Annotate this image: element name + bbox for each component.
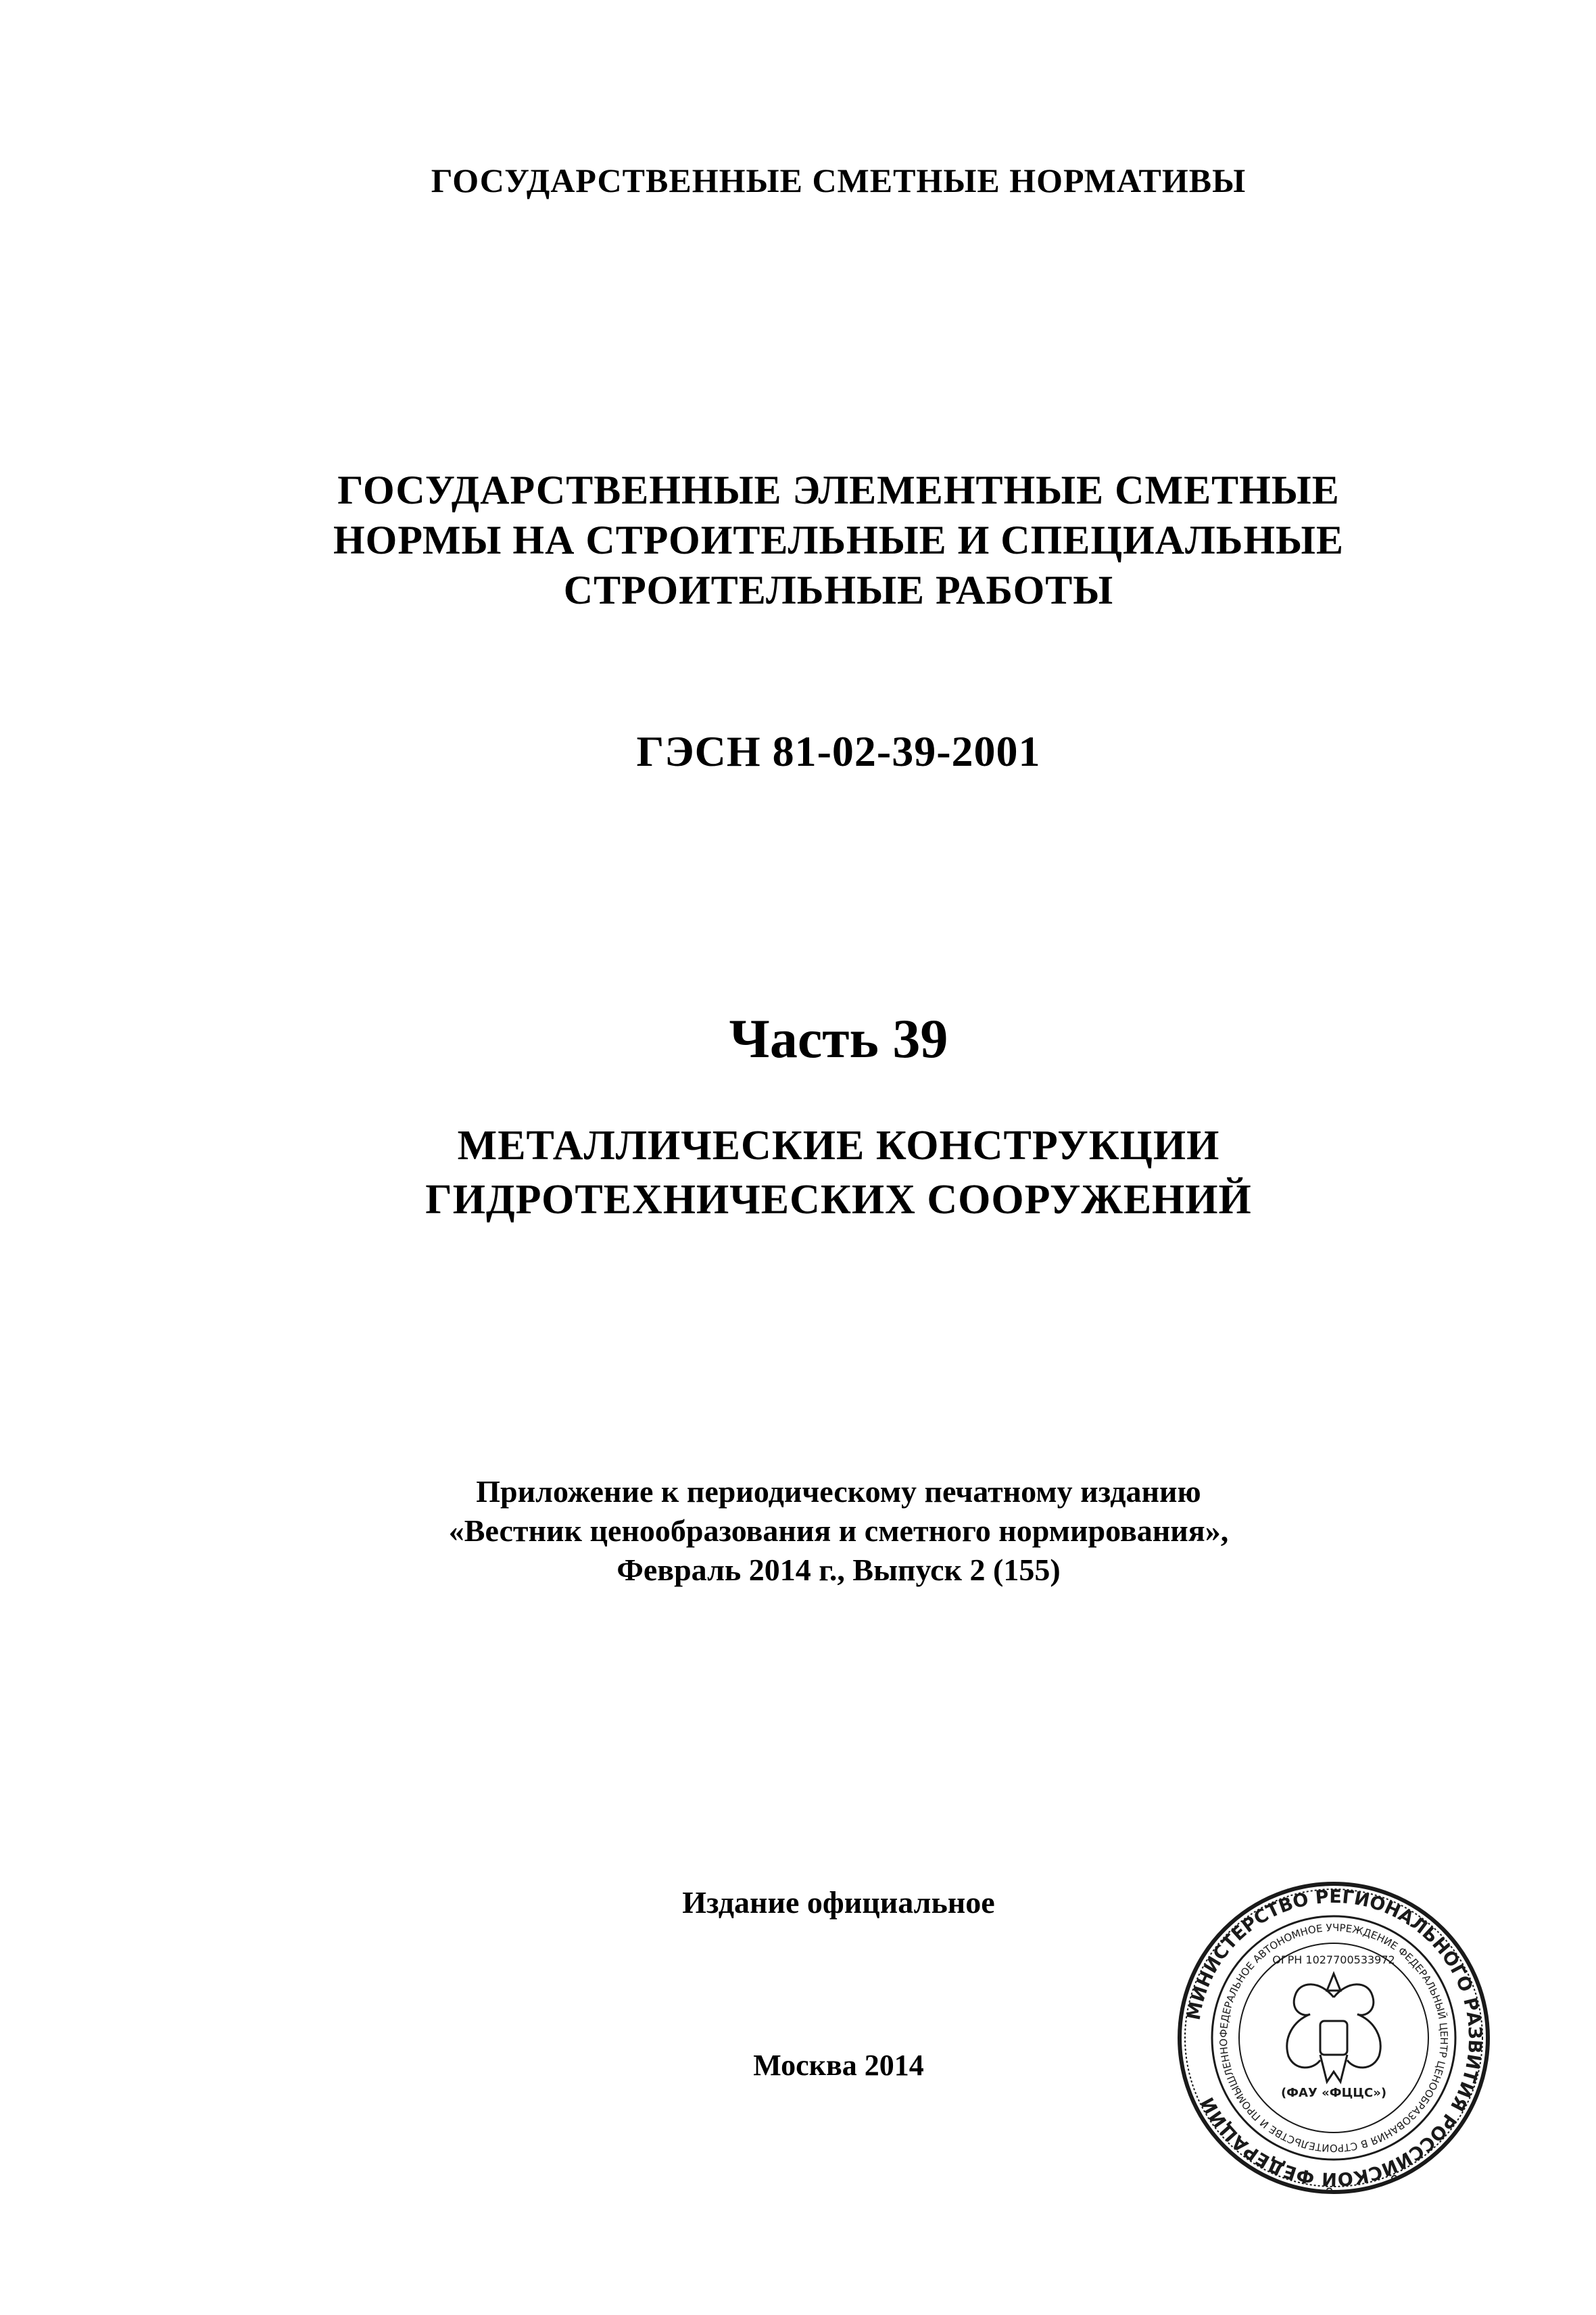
part-number: Часть 39: [729, 1008, 948, 1069]
official-seal-icon: [1175, 1879, 1493, 2197]
supplement-note: [41, 1472, 1596, 1590]
seal-short-name: (ФАУ «ФЦЦС»): [1280, 2086, 1387, 2100]
main-title-line-2: НОРМЫ НА СТРОИТЕЛЬНЫЕ И СПЕЦИАЛЬНЫЕ: [333, 518, 1344, 562]
supplement-line-3: Февраль 2014 г., Выпуск 2 (155): [616, 1553, 1061, 1587]
edition-label: Издание официальное: [682, 1885, 995, 1920]
supplement-line-1: Приложение к периодическому печатному изданию: [476, 1474, 1201, 1509]
document-code: ГЭСН 81-02-39-2001: [636, 727, 1041, 775]
eagle-emblem-icon: [1287, 1974, 1380, 2082]
imprint-city-year: Москва 2014: [753, 2049, 924, 2082]
supplement-line-2: «Вестник ценообразования и сметного нормирования»,: [448, 1513, 1229, 1548]
seal-inner-text: ФЕДЕРАЛЬНОЕ АВТОНОМНОЕ УЧРЕЖДЕНИЕ ФЕДЕРАЛЬНЫЙ ЦЕНТР ЦЕНООБРАЗОВАНИЯ В СТРОИТЕЛЬСТВЕ И ПРОМЫШЛЕННО: [1217, 1921, 1451, 2155]
main-title-line-1: ГОСУДАРСТВЕННЫЕ ЭЛЕМЕНТНЫЕ СМЕТНЫЕ: [337, 468, 1340, 512]
seal-outer-text: МИНИСТЕРСТВО РЕГИОНАЛЬНОГО РАЗВИТИЯ РОССИЙСКОЙ ФЕДЕРАЦИИ: [1183, 1886, 1486, 2190]
main-title: [41, 465, 1596, 615]
part-title: [41, 1119, 1596, 1227]
main-title-line-3: СТРОИТЕЛЬНЫЕ РАБОТЫ: [563, 568, 1114, 612]
part-title-line-1: МЕТАЛЛИЧЕСКИЕ КОНСТРУКЦИИ: [457, 1123, 1220, 1169]
part-title-line-2: ГИДРОТЕХНИЧЕСКИХ СООРУЖЕНИЙ: [425, 1177, 1252, 1223]
seal-ogrn: ОГРН 1027700533972: [1272, 1953, 1395, 1966]
seal-graphic: [1175, 1879, 1493, 2197]
series-title: ГОСУДАРСТВЕННЫЕ СМЕТНЫЕ НОРМАТИВЫ: [431, 162, 1247, 199]
